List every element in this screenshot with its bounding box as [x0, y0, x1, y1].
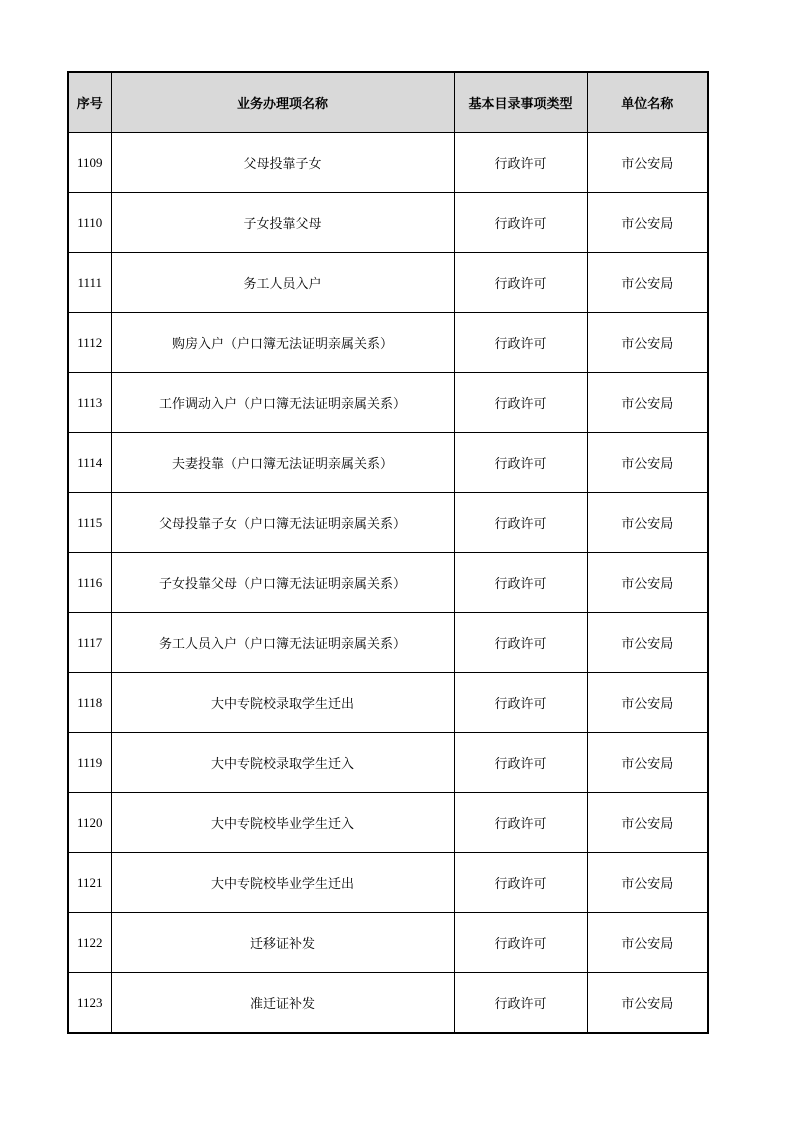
row-number-cell: 1117: [68, 613, 111, 673]
item-type-cell: 行政许可: [454, 133, 587, 193]
row-number-cell: 1111: [68, 253, 111, 313]
unit-name-cell: 市公安局: [587, 973, 708, 1034]
row-number-cell: 1114: [68, 433, 111, 493]
table-row: [68, 913, 708, 973]
unit-name-cell: 市公安局: [587, 253, 708, 313]
item-type-cell: 行政许可: [454, 313, 587, 373]
unit-name-cell: 市公安局: [587, 493, 708, 553]
header-cell-name: 业务办理项名称: [111, 72, 454, 133]
table-row: [68, 673, 708, 733]
item-type-cell: 行政许可: [454, 253, 587, 313]
unit-name-cell: 市公安局: [587, 733, 708, 793]
table-row: [68, 133, 708, 193]
row-number-cell: 1112: [68, 313, 111, 373]
item-type-cell: 行政许可: [454, 613, 587, 673]
row-number-cell: 1119: [68, 733, 111, 793]
item-name-cell: 务工人员入户: [111, 253, 454, 313]
table-row: [68, 793, 708, 853]
unit-name-cell: 市公安局: [587, 133, 708, 193]
table-row: [68, 193, 708, 253]
table-row: [68, 313, 708, 373]
item-type-cell: 行政许可: [454, 733, 587, 793]
item-name-cell: 务工人员入户（户口簿无法证明亲属关系）: [111, 613, 454, 673]
unit-name-cell: 市公安局: [587, 613, 708, 673]
row-number-cell: 1120: [68, 793, 111, 853]
items-table: [67, 71, 709, 1034]
unit-name-cell: 市公安局: [587, 433, 708, 493]
item-name-cell: 夫妻投靠（户口簿无法证明亲属关系）: [111, 433, 454, 493]
item-name-cell: 工作调动入户（户口簿无法证明亲属关系）: [111, 373, 454, 433]
row-number-cell: 1122: [68, 913, 111, 973]
row-number-cell: 1118: [68, 673, 111, 733]
table-row: [68, 253, 708, 313]
item-type-cell: 行政许可: [454, 193, 587, 253]
table-body: [68, 133, 708, 1034]
row-number-cell: 1115: [68, 493, 111, 553]
table-row: [68, 733, 708, 793]
item-name-cell: 大中专院校录取学生迁入: [111, 733, 454, 793]
item-type-cell: 行政许可: [454, 913, 587, 973]
item-name-cell: 子女投靠父母: [111, 193, 454, 253]
table-row: [68, 493, 708, 553]
header-cell-no: 序号: [68, 72, 111, 133]
table-row: [68, 973, 708, 1034]
unit-name-cell: 市公安局: [587, 793, 708, 853]
item-type-cell: 行政许可: [454, 853, 587, 913]
unit-name-cell: 市公安局: [587, 853, 708, 913]
row-number-cell: 1109: [68, 133, 111, 193]
item-name-cell: 购房入户（户口簿无法证明亲属关系）: [111, 313, 454, 373]
table-row: [68, 853, 708, 913]
item-type-cell: 行政许可: [454, 673, 587, 733]
item-type-cell: 行政许可: [454, 973, 587, 1034]
item-name-cell: 迁移证补发: [111, 913, 454, 973]
table-row: [68, 373, 708, 433]
unit-name-cell: 市公安局: [587, 673, 708, 733]
item-type-cell: 行政许可: [454, 373, 587, 433]
item-type-cell: 行政许可: [454, 553, 587, 613]
item-name-cell: 准迁证补发: [111, 973, 454, 1034]
item-name-cell: 大中专院校毕业学生迁入: [111, 793, 454, 853]
item-name-cell: 父母投靠子女（户口簿无法证明亲属关系）: [111, 493, 454, 553]
header-cell-type: 基本目录事项类型: [454, 72, 587, 133]
item-name-cell: 大中专院校毕业学生迁出: [111, 853, 454, 913]
unit-name-cell: 市公安局: [587, 913, 708, 973]
item-type-cell: 行政许可: [454, 793, 587, 853]
table-row: [68, 553, 708, 613]
item-type-cell: 行政许可: [454, 493, 587, 553]
row-number-cell: 1123: [68, 973, 111, 1034]
unit-name-cell: 市公安局: [587, 313, 708, 373]
row-number-cell: 1116: [68, 553, 111, 613]
row-number-cell: 1113: [68, 373, 111, 433]
header-row: [68, 72, 708, 133]
header-cell-unit: 单位名称: [587, 72, 708, 133]
item-type-cell: 行政许可: [454, 433, 587, 493]
unit-name-cell: 市公安局: [587, 373, 708, 433]
item-name-cell: 子女投靠父母（户口簿无法证明亲属关系）: [111, 553, 454, 613]
unit-name-cell: 市公安局: [587, 193, 708, 253]
table-row: [68, 613, 708, 673]
row-number-cell: 1121: [68, 853, 111, 913]
item-name-cell: 父母投靠子女: [111, 133, 454, 193]
item-name-cell: 大中专院校录取学生迁出: [111, 673, 454, 733]
table-row: [68, 433, 708, 493]
row-number-cell: 1110: [68, 193, 111, 253]
unit-name-cell: 市公安局: [587, 553, 708, 613]
